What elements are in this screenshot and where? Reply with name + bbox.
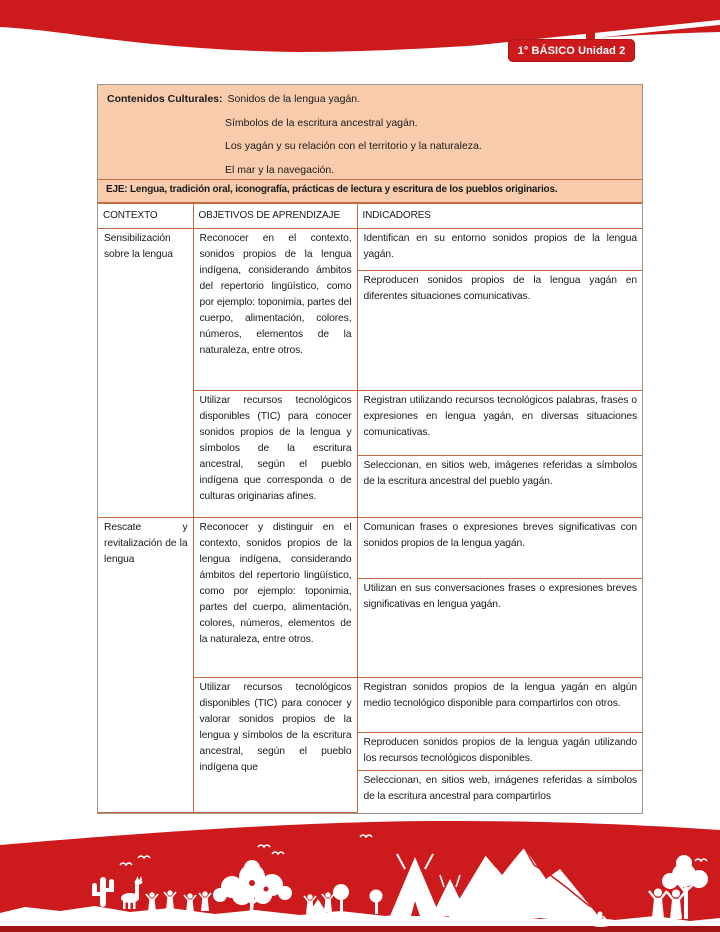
table-row: [98, 518, 642, 579]
column-header-objetivos: OBJETIVOS DE APRENDIZAJE: [193, 204, 357, 229]
indicator-cell: Identifican en su entorno sonidos propios de la lengua yagán.: [357, 229, 642, 271]
objectives-indicators-table: [98, 203, 642, 813]
indicator-cell: Comunican frases o expresiones breves significativas con sonidos propios de la lengua yagán.: [357, 518, 642, 579]
cultural-content-item: El mar y la navegación.: [225, 163, 335, 176]
indicator-cell: Seleccionan, en sitios web, imágenes referidas a símbolos de la escritura ancestral para compartirlos: [357, 771, 642, 813]
cultural-content-item: Los yagán y su relación con el territorio y la naturaleza.: [225, 140, 482, 152]
context-cell: Rescate y revitalización de la lengua: [98, 518, 193, 813]
objective-cell: Reconocer y distinguir en el contexto, sonidos propios de la lengua indígena, considerando ámbitos del repertorio lingüístico, como por ejemplo: toponimia, partes del cuerpo, alimentación, colores, números, elementos de la naturaleza, entre otros.: [193, 518, 357, 678]
context-cell: Sensibilización sobre la lengua: [98, 229, 193, 518]
table-header-row: [98, 204, 642, 229]
indicator-cell: Reproducen sonidos propios de la lengua yagán en diferentes situaciones comunicativas.: [357, 271, 642, 391]
curriculum-sheet: [97, 84, 643, 814]
cultural-contents-box: [98, 85, 642, 180]
indicator-cell: Utilizan en sus conversaciones frases o expresiones breves significativas en lengua yagán.: [357, 579, 642, 678]
eje-banner: EJE: Lengua, tradición oral, iconografía, prácticas de lectura y escritura de los pueblos originarios.: [98, 180, 642, 203]
indicator-cell: Seleccionan, en sitios web, imágenes referidas a símbolos de la escritura ancestral del pueblo yagán.: [357, 456, 642, 518]
indicator-cell: Registran sonidos propios de la lengua yagán en algún medio tecnológico disponible para compartirlos con otros.: [357, 678, 642, 733]
column-header-indicadores: INDICADORES: [357, 204, 642, 229]
cultural-content-item: Símbolos de la escritura ancestral yagán.: [225, 116, 418, 129]
objective-cell: Reconocer en el contexto, sonidos propios de la lengua indígena, considerando ámbitos del repertorio lingüístico, como por ejemplo: toponimia, partes del cuerpo, alimentación, colores, números, elementos de la naturaleza, entre otros.: [193, 229, 357, 391]
unit-badge: 1° BÁSICO Unidad 2: [508, 39, 635, 62]
cultural-contents-label: Contenidos Culturales:: [107, 93, 223, 105]
objective-cell: Utilizar recursos tecnológicos disponibles (TIC) para conocer y valorar sonidos propios de la lengua y símbolos de la escritura ancestral, según el pueblo indígena que: [193, 678, 357, 813]
table-row: [98, 229, 642, 271]
objective-cell: Utilizar recursos tecnológicos disponibles (TIC) para conocer sonidos propios de la lengua y símbolos de la escritura ancestral, según el pueblo indígena que corresponda o de culturas originarias afines.: [193, 391, 357, 518]
indicator-cell: Reproducen sonidos propios de la lengua yagán utilizando los recursos tecnológicos disponibles.: [357, 733, 642, 771]
column-header-contexto: CONTEXTO: [98, 204, 193, 229]
footer-landscape-art: [0, 817, 720, 932]
cultural-content-item: Sonidos de la lengua yagán.: [227, 93, 361, 105]
indicator-cell: Registran utilizando recursos tecnológicos palabras, frases o expresiones en lengua yagán, en diversas situaciones comunicativas.: [357, 391, 642, 456]
